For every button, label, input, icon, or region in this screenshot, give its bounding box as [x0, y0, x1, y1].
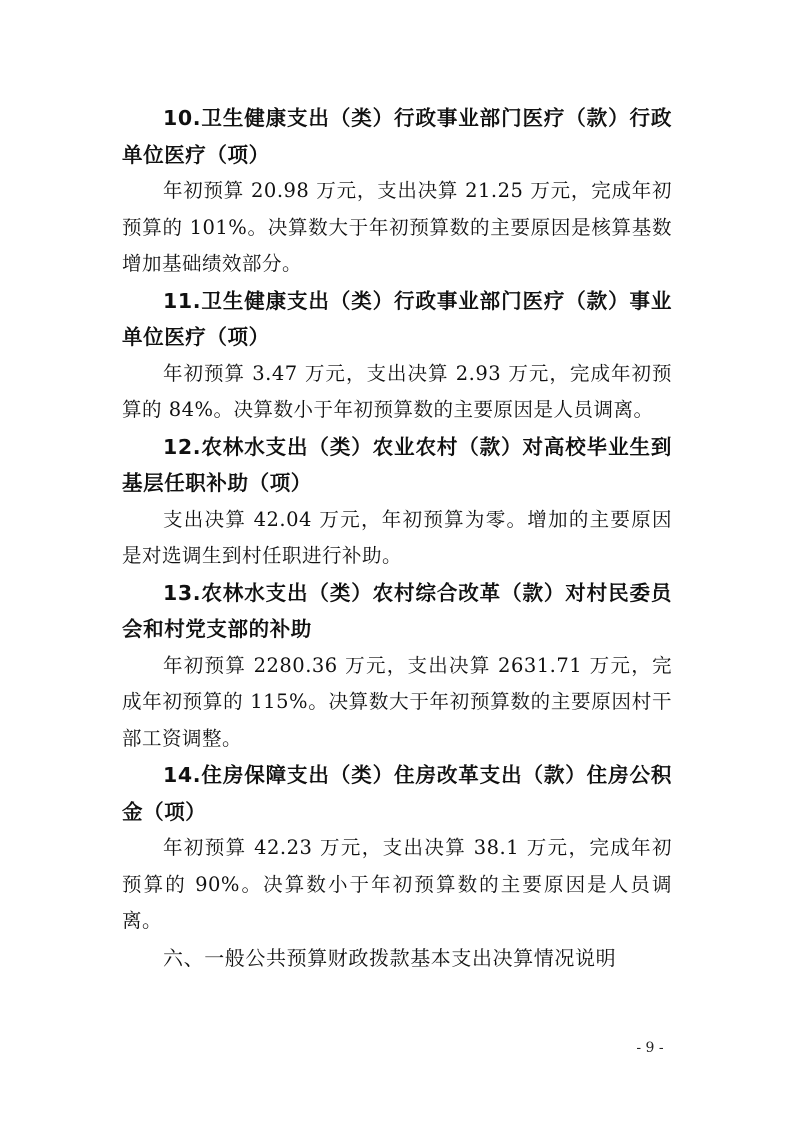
section-body: 年初预算 20.98 万元，支出决算 21.25 万元，完成年初预算的 101%。决算数大于年初预算数的主要原因是核算基数增加基础绩效部分。 [122, 179, 672, 275]
section-12 [122, 429, 672, 575]
document-page [122, 100, 672, 976]
section-body: 支出决算 42.04 万元，年初预算为零。增加的主要原因是对选调生到村任职进行补助。 [122, 507, 672, 567]
section-heading: 10.卫生健康支出（类）行政事业部门医疗（款）行政单位医疗（项） [122, 106, 672, 167]
section-body: 年初预算 42.23 万元，支出决算 38.1 万元，完成年初预算的 90%。决算数小于年初预算数的主要原因是人员调离。 [122, 836, 672, 932]
section-body: 年初预算 2280.36 万元，支出决算 2631.71 万元，完成年初预算的 115%。决算数大于年初预算数的主要原因村干部工资调整。 [122, 653, 672, 750]
section-body: 年初预算 3.47 万元，支出决算 2.93 万元，完成年初预算的 84%。决算数小于年初预算数的主要原因是人员调离。 [122, 361, 672, 421]
section-11 [122, 283, 672, 429]
section-heading: 13.农林水支出（类）农村综合改革（款）对村民委员会和村党支部的补助 [122, 580, 672, 641]
section-13 [122, 575, 672, 758]
page-number: - 9 - [636, 1040, 664, 1056]
section-heading: 14.住房保障支出（类）住房改革支出（款）住房公积金（项） [122, 763, 672, 824]
section-14 [122, 757, 672, 940]
section-10 [122, 100, 672, 283]
section-heading: 11.卫生健康支出（类）行政事业部门医疗（款）事业单位医疗（项） [122, 288, 672, 349]
section-heading: 12.农林水支出（类）农业农村（款）对高校毕业生到基层任职补助（项） [122, 434, 672, 495]
chapter-heading: 六、一般公共预算财政拨款基本支出决算情况说明 [163, 945, 617, 970]
